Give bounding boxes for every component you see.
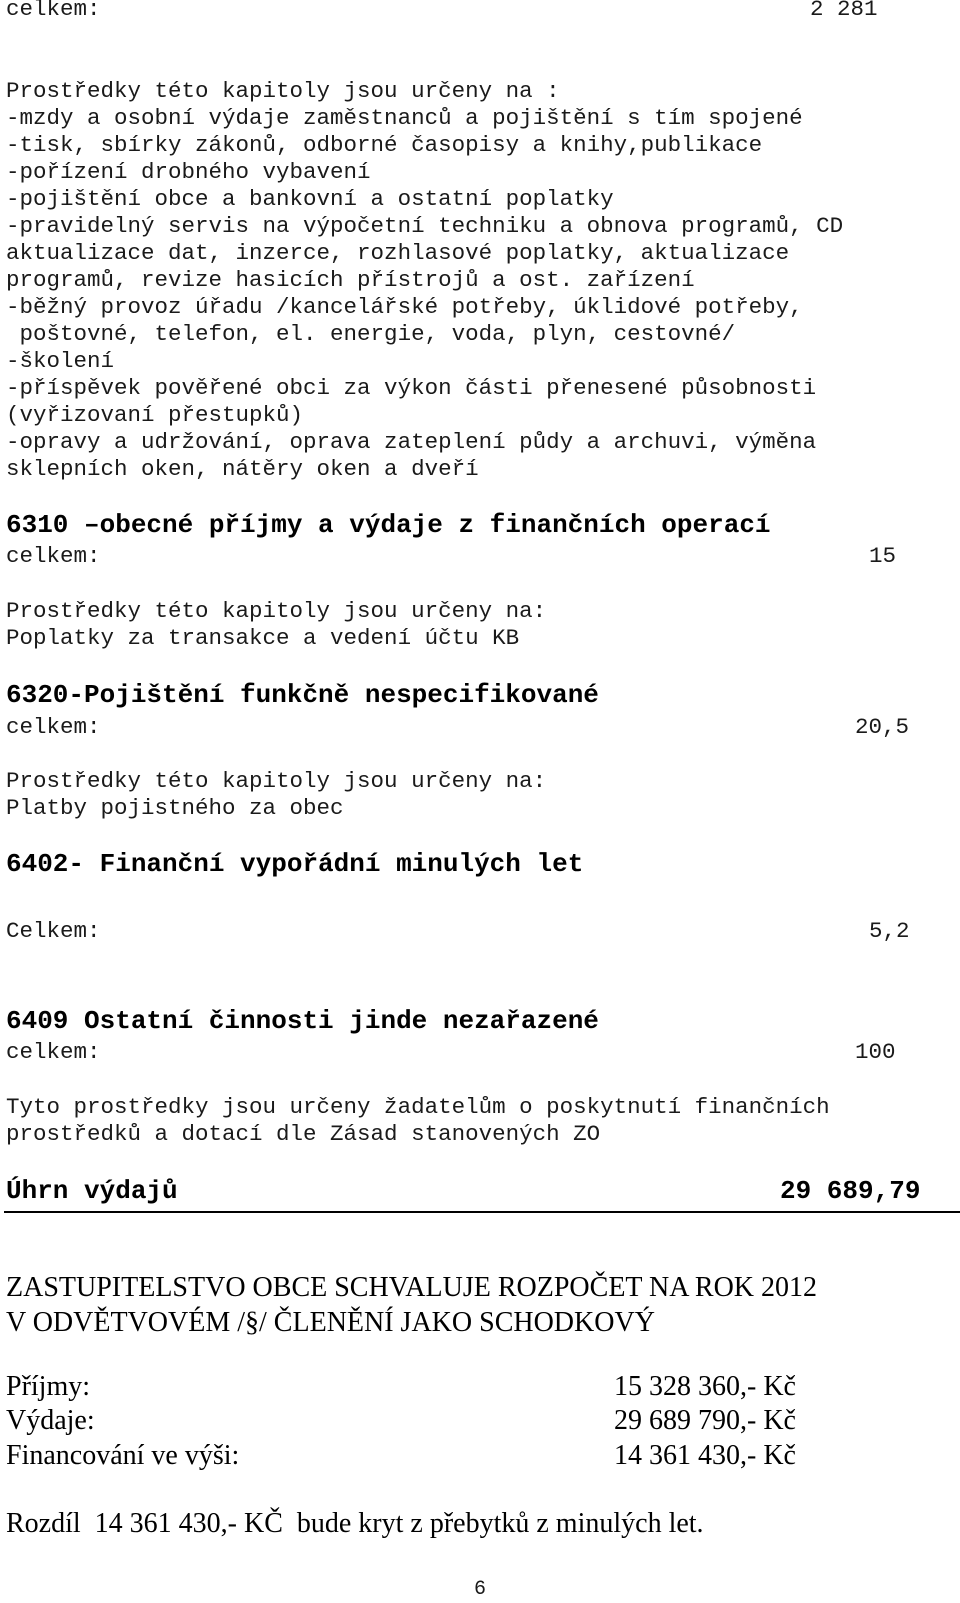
intro-line: -pravidelný servis na výpočetní techniku a obnova programů, CD (6, 213, 844, 239)
section-heading: 6409 Ostatní činnosti jinde nezařazené (6, 1006, 599, 1036)
intro-line: -příspěvek pověřené obci za výkon části přenesené působnosti (6, 375, 817, 401)
section-total-value: 5,2 (869, 918, 910, 944)
section-desc-line: prostředků a dotací dle Zásad stanovených ZO (6, 1121, 601, 1147)
grand-total-underline (4, 1211, 960, 1213)
intro-line: aktualizace dat, inzerce, rozhlasové poplatky, aktualizace (6, 240, 790, 266)
top-total-value: 2 281 (810, 0, 878, 22)
difference-note: Rozdíl 14 361 430,- KČ bude kryt z přebytků z minulých let. (6, 1508, 704, 1539)
section-heading: 6310 –obecné příjmy a výdaje z finančních operací (6, 510, 771, 540)
top-total-label: celkem: (6, 0, 101, 22)
section-desc-line: Prostředky této kapitoly jsou určeny na: (6, 768, 547, 794)
summary-value-income: 15 328 360,- Kč (614, 1371, 796, 1402)
page-number: 6 (474, 1578, 487, 1601)
grand-total-label: Úhrn výdajů (6, 1176, 178, 1206)
summary-value-expenses: 29 689 790,- Kč (614, 1405, 796, 1436)
section-heading: 6320-Pojištění funkčně nespecifikované (6, 680, 599, 710)
intro-line: -pořízení drobného vybavení (6, 159, 371, 185)
resolution-line: ZASTUPITELSTVO OBCE SCHVALUJE ROZPOČET NA ROK 2012 (6, 1272, 818, 1303)
summary-label-income: Příjmy: (6, 1371, 91, 1402)
section-desc-line: Prostředky této kapitoly jsou určeny na: (6, 598, 547, 624)
intro-line: -opravy a udržování, oprava zateplení půdy a archuvi, výměna (6, 429, 817, 455)
intro-line: -mzdy a osobní výdaje zaměstnanců a pojištění s tím spojené (6, 105, 803, 131)
grand-total-value: 29 689,79 (780, 1176, 921, 1206)
summary-label-expenses: Výdaje: (6, 1405, 95, 1436)
intro-line: -pojištění obce a bankovní a ostatní poplatky (6, 186, 614, 212)
section-total-value: 15 (869, 543, 897, 569)
intro-line: -školení (6, 348, 115, 374)
section-heading: 6402- Finanční vypořádní minulých let (6, 849, 584, 879)
section-desc-line: Platby pojistného za obec (6, 795, 344, 821)
section-total-label: celkem: (6, 543, 101, 569)
intro-line: sklepních oken, nátěry oken a dveří (6, 456, 479, 482)
resolution-line: V ODVĚTVOVÉM /§/ ČLENĚNÍ JAKO SCHODKOVÝ (6, 1307, 655, 1338)
intro-line: -běžný provoz úřadu /kancelářské potřeby, úklidové potřeby, (6, 294, 803, 320)
section-total-label: celkem: (6, 714, 101, 740)
intro-line: poštovné, telefon, el. energie, voda, plyn, cestovné/ (6, 321, 736, 347)
section-desc-line: Poplatky za transakce a vedení účtu KB (6, 625, 520, 651)
summary-label-financing: Financování ve výši: (6, 1440, 240, 1471)
section-total-value: 20,5 (855, 714, 910, 740)
summary-value-financing: 14 361 430,- Kč (614, 1440, 796, 1471)
intro-line: -tisk, sbírky zákonů, odborné časopisy a knihy,publikace (6, 132, 763, 158)
section-total-label: Celkem: (6, 918, 101, 944)
intro-line: (vyřizovaní přestupků) (6, 402, 304, 428)
intro-line: Prostředky této kapitoly jsou určeny na : (6, 78, 560, 104)
section-total-value: 100 (855, 1039, 896, 1065)
section-desc-line: Tyto prostředky jsou určeny žadatelům o poskytnutí finančních (6, 1094, 830, 1120)
section-total-label: celkem: (6, 1039, 101, 1065)
intro-line: programů, revize hasicích přístrojů a ost. zařízení (6, 267, 695, 293)
